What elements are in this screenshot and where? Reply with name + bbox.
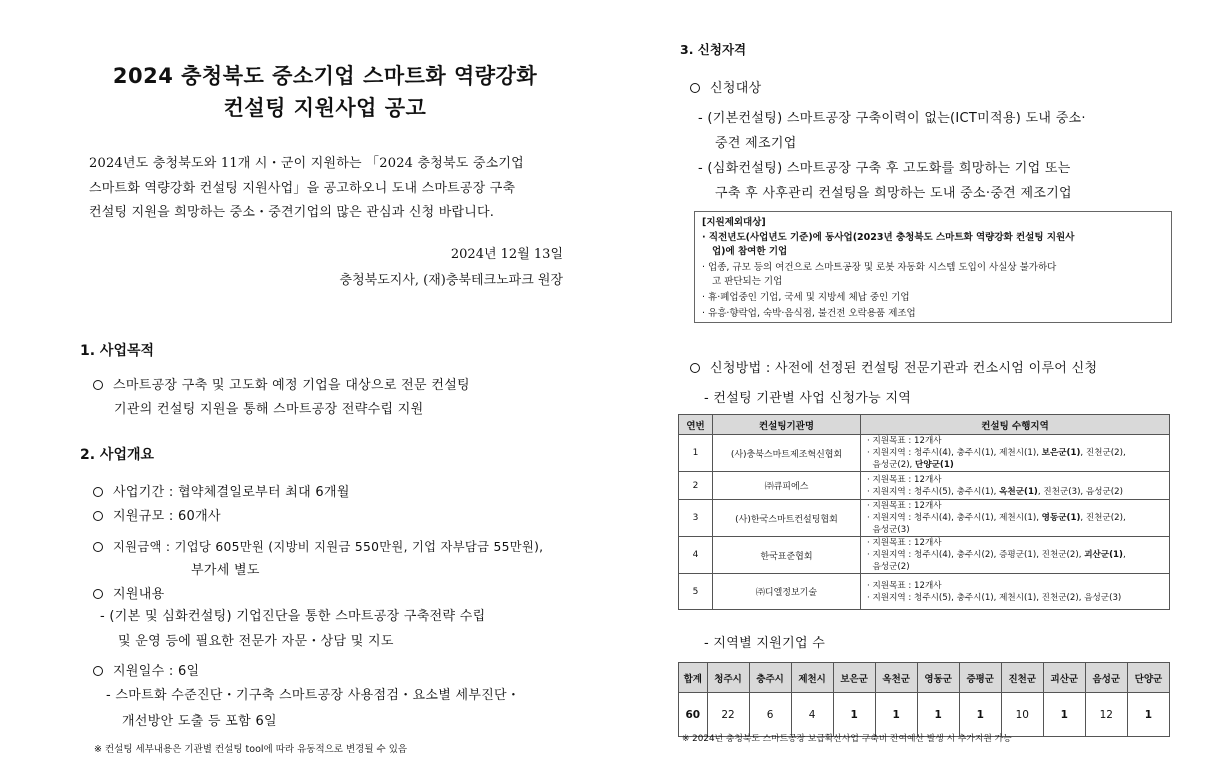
region-header: 음성군 — [1085, 663, 1127, 693]
title-line-2: 컨설팅 지원사업 공고 — [223, 96, 427, 120]
amount-line-2: 부가세 별도 — [191, 563, 260, 578]
row-number: 4 — [679, 537, 713, 574]
region-value: 1 — [833, 693, 875, 737]
exclusion-3: · 휴·폐업중인 기업, 국세 및 지방세 체납 중인 기업 — [702, 292, 910, 303]
region-value: 60 — [679, 693, 708, 737]
region-value: 4 — [791, 693, 833, 737]
target-adv-line-2: 구축 후 사후관리 컨설팅을 희망하는 도내 중소·중견 제조기업 — [715, 186, 1072, 201]
region-header: 합계 — [679, 663, 708, 693]
circle-bullet-icon — [93, 589, 103, 599]
target-heading: 신청대상 — [690, 77, 761, 96]
col-area-header: 컨설팅 수행지역 — [861, 415, 1170, 435]
region-header: 영동군 — [917, 663, 959, 693]
exclusion-1b: 업)에 참여한 기업 — [712, 246, 788, 257]
row-number: 3 — [679, 500, 713, 537]
intro-line-1: 2024년도 충청북도와 11개 시・군이 지원하는 「2024 충청북도 중소기업 — [89, 156, 524, 171]
region-value: 1 — [1043, 693, 1085, 737]
exclusion-2a: · 업종, 규모 등의 여건으로 스마트공장 및 로봇 자동화 시스템 도입이 사실상 불가하다 — [702, 262, 1057, 273]
region-header: 제천시 — [791, 663, 833, 693]
circle-bullet-icon — [93, 380, 103, 390]
row-number: 5 — [679, 574, 713, 610]
region-header: 충주시 — [749, 663, 791, 693]
footnote: ※ 컨설팅 세부내용은 기관별 컨설팅 tool에 따라 유동적으로 변경될 수 있음 — [94, 744, 408, 755]
org-area: · 지원목표 : 12개사 · 지원지역 : 청주시(4), 충주시(2), 증평군(1), 진천군(2), 괴산군(1), 음성군(2) — [861, 537, 1170, 574]
days-line-1: - 스마트화 수준진단・기구축 스마트공장 사용점검・요소별 세부진단・ — [106, 688, 521, 703]
table-row — [679, 500, 1170, 537]
region-header: 괴산군 — [1043, 663, 1085, 693]
table-row — [679, 574, 1170, 610]
circle-bullet-icon — [93, 511, 103, 521]
region-value: 22 — [707, 693, 749, 737]
content-line-1: - (기본 및 심화컨설팅) 기업진단을 통한 스마트공장 구축전략 수립 — [100, 609, 486, 624]
section-1-line-2: 기관의 컨설팅 지원을 통해 스마트공장 전략수립 지원 — [114, 402, 424, 417]
section-1-heading: 1. 사업목적 — [80, 343, 155, 359]
section-2-heading: 2. 사업개요 — [80, 447, 155, 463]
org-table — [678, 414, 1170, 610]
col-org-header: 컨설팅기관명 — [713, 415, 861, 435]
region-value: 1 — [959, 693, 1001, 737]
scale-item: 지원규모 : 60개사 — [93, 505, 221, 524]
table-row — [679, 435, 1170, 472]
circle-bullet-icon — [93, 666, 103, 676]
org-area: · 지원목표 : 12개사 · 지원지역 : 청주시(4), 충주시(1), 제천시(1), 보은군(1), 진천군(2), 음성군(2), 단양군(1) — [861, 435, 1170, 472]
announcement-date: 2024년 12월 13일 — [450, 247, 563, 262]
region-values-row — [679, 693, 1170, 737]
period-item: 사업기간 : 협약체결일로부터 최대 6개월 — [93, 481, 350, 500]
region-note: ※ 2024년 충청북도 스마트공장 보급확산사업 구축비 잔여예산 발생 시 추가지원 가능 — [682, 734, 1012, 744]
region-value: 1 — [875, 693, 917, 737]
section-3-heading: 3. 신청자격 — [680, 42, 747, 57]
circle-bullet-icon — [690, 363, 700, 373]
region-header: 보은군 — [833, 663, 875, 693]
org-name: ㈜큐피에스 — [713, 472, 861, 500]
target-adv-line-1: - (심화컨설팅) 스마트공장 구축 후 고도화를 희망하는 기업 또는 — [698, 161, 1071, 176]
org-name: 한국표준협회 — [713, 537, 861, 574]
region-header: 단양군 — [1127, 663, 1169, 693]
org-area: · 지원목표 : 12개사 · 지원지역 : 청주시(5), 충주시(1), 옥천군(1), 진천군(3), 음성군(2) — [861, 472, 1170, 500]
announcement-issuer: 충청북도지사, (재)충북테크노파크 원장 — [339, 273, 563, 288]
exclusion-4: · 유흥·향락업, 숙박·음식점, 불건전 오락용품 제조업 — [702, 308, 916, 319]
region-header: 옥천군 — [875, 663, 917, 693]
exclusion-title: [지원제외대상] — [702, 217, 766, 228]
org-name: (사)충북스마트제조혁신협회 — [713, 435, 861, 472]
content-item: 지원내용 — [93, 583, 164, 602]
region-value: 1 — [917, 693, 959, 737]
region-value: 1 — [1127, 693, 1169, 737]
method-item: 신청방법 : 사전에 선정된 컨설팅 전문기관과 컨소시엄 이루어 신청 — [690, 357, 1097, 376]
circle-bullet-icon — [93, 487, 103, 497]
intro-line-2: 스마트화 역량강화 컨설팅 지원사업」을 공고하오니 도내 스마트공장 구축 — [89, 181, 516, 196]
region-header: 청주시 — [707, 663, 749, 693]
amount-item: 지원금액 : 기업당 605만원 (지방비 지원금 550만원, 기업 자부담금 55만원), — [93, 537, 543, 555]
org-name: ㈜디엘정보기술 — [713, 574, 861, 610]
region-value: 10 — [1001, 693, 1043, 737]
section-1-line-1: 스마트공장 구축 및 고도화 예정 기업을 대상으로 전문 컨설팅 — [93, 374, 470, 393]
circle-bullet-icon — [93, 542, 103, 552]
org-name: (사)한국스마트컨설팅협회 — [713, 500, 861, 537]
region-table — [678, 662, 1170, 737]
region-value: 12 — [1085, 693, 1127, 737]
exclusion-box — [694, 211, 1172, 323]
days-line-2: 개선방안 도출 등 포함 6일 — [122, 714, 277, 729]
exclusion-1a: · 직전년도(사업년도 기준)에 동사업(2023년 충청북도 스마트화 역량강화 컨설팅 지원사 — [702, 232, 1075, 243]
row-number: 1 — [679, 435, 713, 472]
title-line-1: 2024 충청북도 중소기업 스마트화 역량강화 — [112, 64, 538, 88]
days-item: 지원일수 : 6일 — [93, 660, 199, 679]
circle-bullet-icon — [690, 83, 700, 93]
org-table-header — [679, 415, 1170, 435]
col-no-header: 연번 — [679, 415, 713, 435]
table-row — [679, 537, 1170, 574]
target-basic-line-2: 중견 제조기업 — [715, 136, 797, 151]
region-header: 진천군 — [1001, 663, 1043, 693]
row-number: 2 — [679, 472, 713, 500]
content-line-2: 및 운영 등에 필요한 전문가 자문・상담 및 지도 — [118, 634, 394, 649]
method-sub: - 컨설팅 기관별 사업 신청가능 지역 — [704, 391, 912, 406]
table-row — [679, 472, 1170, 500]
org-area: · 지원목표 : 12개사 · 지원지역 : 청주시(4), 충주시(1), 제천시(1), 영동군(1), 진천군(2), 음성군(3) — [861, 500, 1170, 537]
region-header: 증평군 — [959, 663, 1001, 693]
intro-line-3: 컨설팅 지원을 희망하는 중소・중견기업의 많은 관심과 신청 바랍니다. — [89, 205, 495, 220]
region-sub: - 지역별 지원기업 수 — [704, 636, 826, 651]
exclusion-2b: 고 판단되는 기업 — [712, 276, 783, 287]
right-page — [650, 0, 1228, 768]
region-table-header — [679, 663, 1170, 693]
region-value: 6 — [749, 693, 791, 737]
org-area: · 지원목표 : 12개사 · 지원지역 : 청주시(5), 충주시(1), 제천시(1), 진천군(2), 음성군(3) — [861, 574, 1170, 610]
target-basic-line-1: - (기본컨설팅) 스마트공장 구축이력이 없는(ICT미적용) 도내 중소· — [698, 111, 1086, 126]
